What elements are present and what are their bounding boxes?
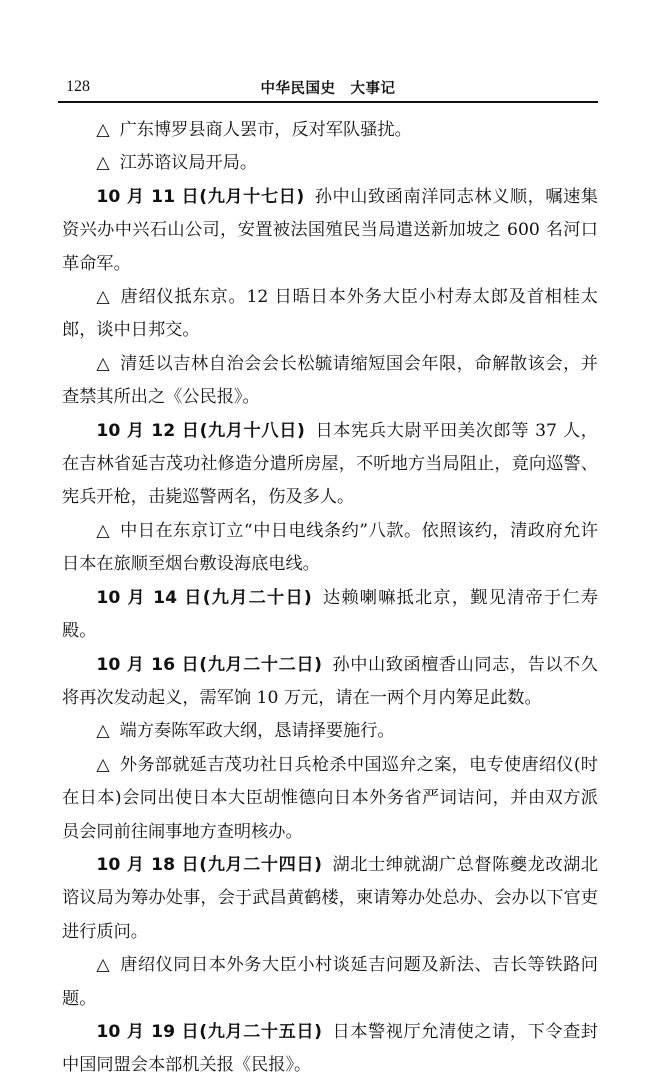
triangle-marker: △ xyxy=(96,955,111,976)
entry-paragraph xyxy=(62,515,598,582)
page-header xyxy=(58,76,598,102)
entry-paragraph xyxy=(62,281,598,348)
entry-paragraph xyxy=(62,582,598,649)
entry-paragraph xyxy=(62,649,598,716)
entry-paragraph xyxy=(62,415,598,515)
entry-date: 10 月 14 日(九月二十日) xyxy=(96,587,312,608)
entry-text: 端方奏陈军政大纲，恳请择要施行。 xyxy=(119,721,395,742)
entry-text: 江苏谘议局开局。 xyxy=(119,153,258,174)
entry-paragraph xyxy=(62,348,598,415)
entry-date: 10 月 19 日(九月二十五日) xyxy=(96,1021,322,1042)
page-body xyxy=(62,114,598,1083)
entry-paragraph xyxy=(62,749,598,849)
triangle-marker: △ xyxy=(96,353,111,374)
triangle-marker: △ xyxy=(96,153,110,174)
entry-paragraph xyxy=(62,114,598,147)
entry-text: 日本宪兵大尉平田美次郎等 37 人，在吉林省延吉茂功社修造分遣所房屋，不听地方当局阻止，竟向巡警、宪兵开枪，击毙巡警两名，伤及多人。 xyxy=(62,420,598,508)
entry-paragraph xyxy=(62,147,598,180)
entry-date: 10 月 11 日(九月十七日) xyxy=(96,186,305,207)
entry-text: 孙中山致函南洋同志林义顺，嘱速集资兴办中兴石山公司，安置被法国殖民当局遣送新加坡之 600 名河口革命军。 xyxy=(62,186,598,274)
entry-paragraph xyxy=(62,1016,598,1083)
entry-text: 中日在东京订立“中日电线条约”八款。依照该约，清政府允许日本在旅顺至烟台敷设海底电线。 xyxy=(62,520,599,575)
entry-text: 外务部就延吉茂功社日兵枪杀中国巡弁之案，电专使唐绍仪(时在日本)会同出使日本大臣胡惟德向日本外务省严词诘问，并由双方派员会同前往闹事地方查明核办。 xyxy=(62,754,598,842)
entry-text: 达赖喇嘛抵北京，觐见清帝于仁寿殿。 xyxy=(62,587,598,642)
entry-text: 广东博罗县商人罢市，反对军队骚扰。 xyxy=(119,120,412,140)
entry-text: 清廷以吉林自治会会长松毓请缩短国会年限，命解散该会，并查禁其所出之《公民报》。 xyxy=(62,353,598,408)
entry-text: 唐绍仪抵东京。12 日晤日本外务大臣小村寿太郎及首相桂太郎，谈中日邦交。 xyxy=(62,287,598,341)
triangle-marker: △ xyxy=(96,721,110,742)
triangle-marker: △ xyxy=(96,520,111,541)
entry-date: 10 月 16 日(九月二十二日) xyxy=(96,654,322,675)
entry-text: 湖北士绅就湖广总督陈夔龙改湖北谘议局为筹办处事，会于武昌黄鹤楼，柬请筹办处总办、会办以下官吏进行质问。 xyxy=(62,854,598,942)
entry-paragraph xyxy=(62,715,598,748)
header-rule xyxy=(58,101,598,103)
triangle-marker: △ xyxy=(96,287,111,308)
entry-paragraph xyxy=(62,849,598,949)
entry-paragraph xyxy=(62,181,598,281)
triangle-marker: △ xyxy=(96,120,110,140)
triangle-marker: △ xyxy=(96,754,110,775)
entry-paragraph xyxy=(62,949,598,1016)
page-number: 128 xyxy=(66,78,90,95)
running-title: 中华民国史 大事记 xyxy=(260,81,396,97)
entry-date: 10 月 18 日(九月二十四日) xyxy=(96,854,322,875)
entry-text: 孙中山致函檀香山同志，告以不久将再次发动起义，需军饷 10 万元，请在一两个月内筹足此数。 xyxy=(62,654,598,708)
entry-date: 10 月 12 日(九月十八日) xyxy=(96,420,305,441)
entry-text: 日本警视厅允清使之请，下令查封中国同盟会本部机关报《民报》。 xyxy=(62,1021,598,1076)
entry-text: 唐绍仪同日本外务大臣小村谈延吉问题及新法、吉长等铁路问题。 xyxy=(62,955,598,1009)
